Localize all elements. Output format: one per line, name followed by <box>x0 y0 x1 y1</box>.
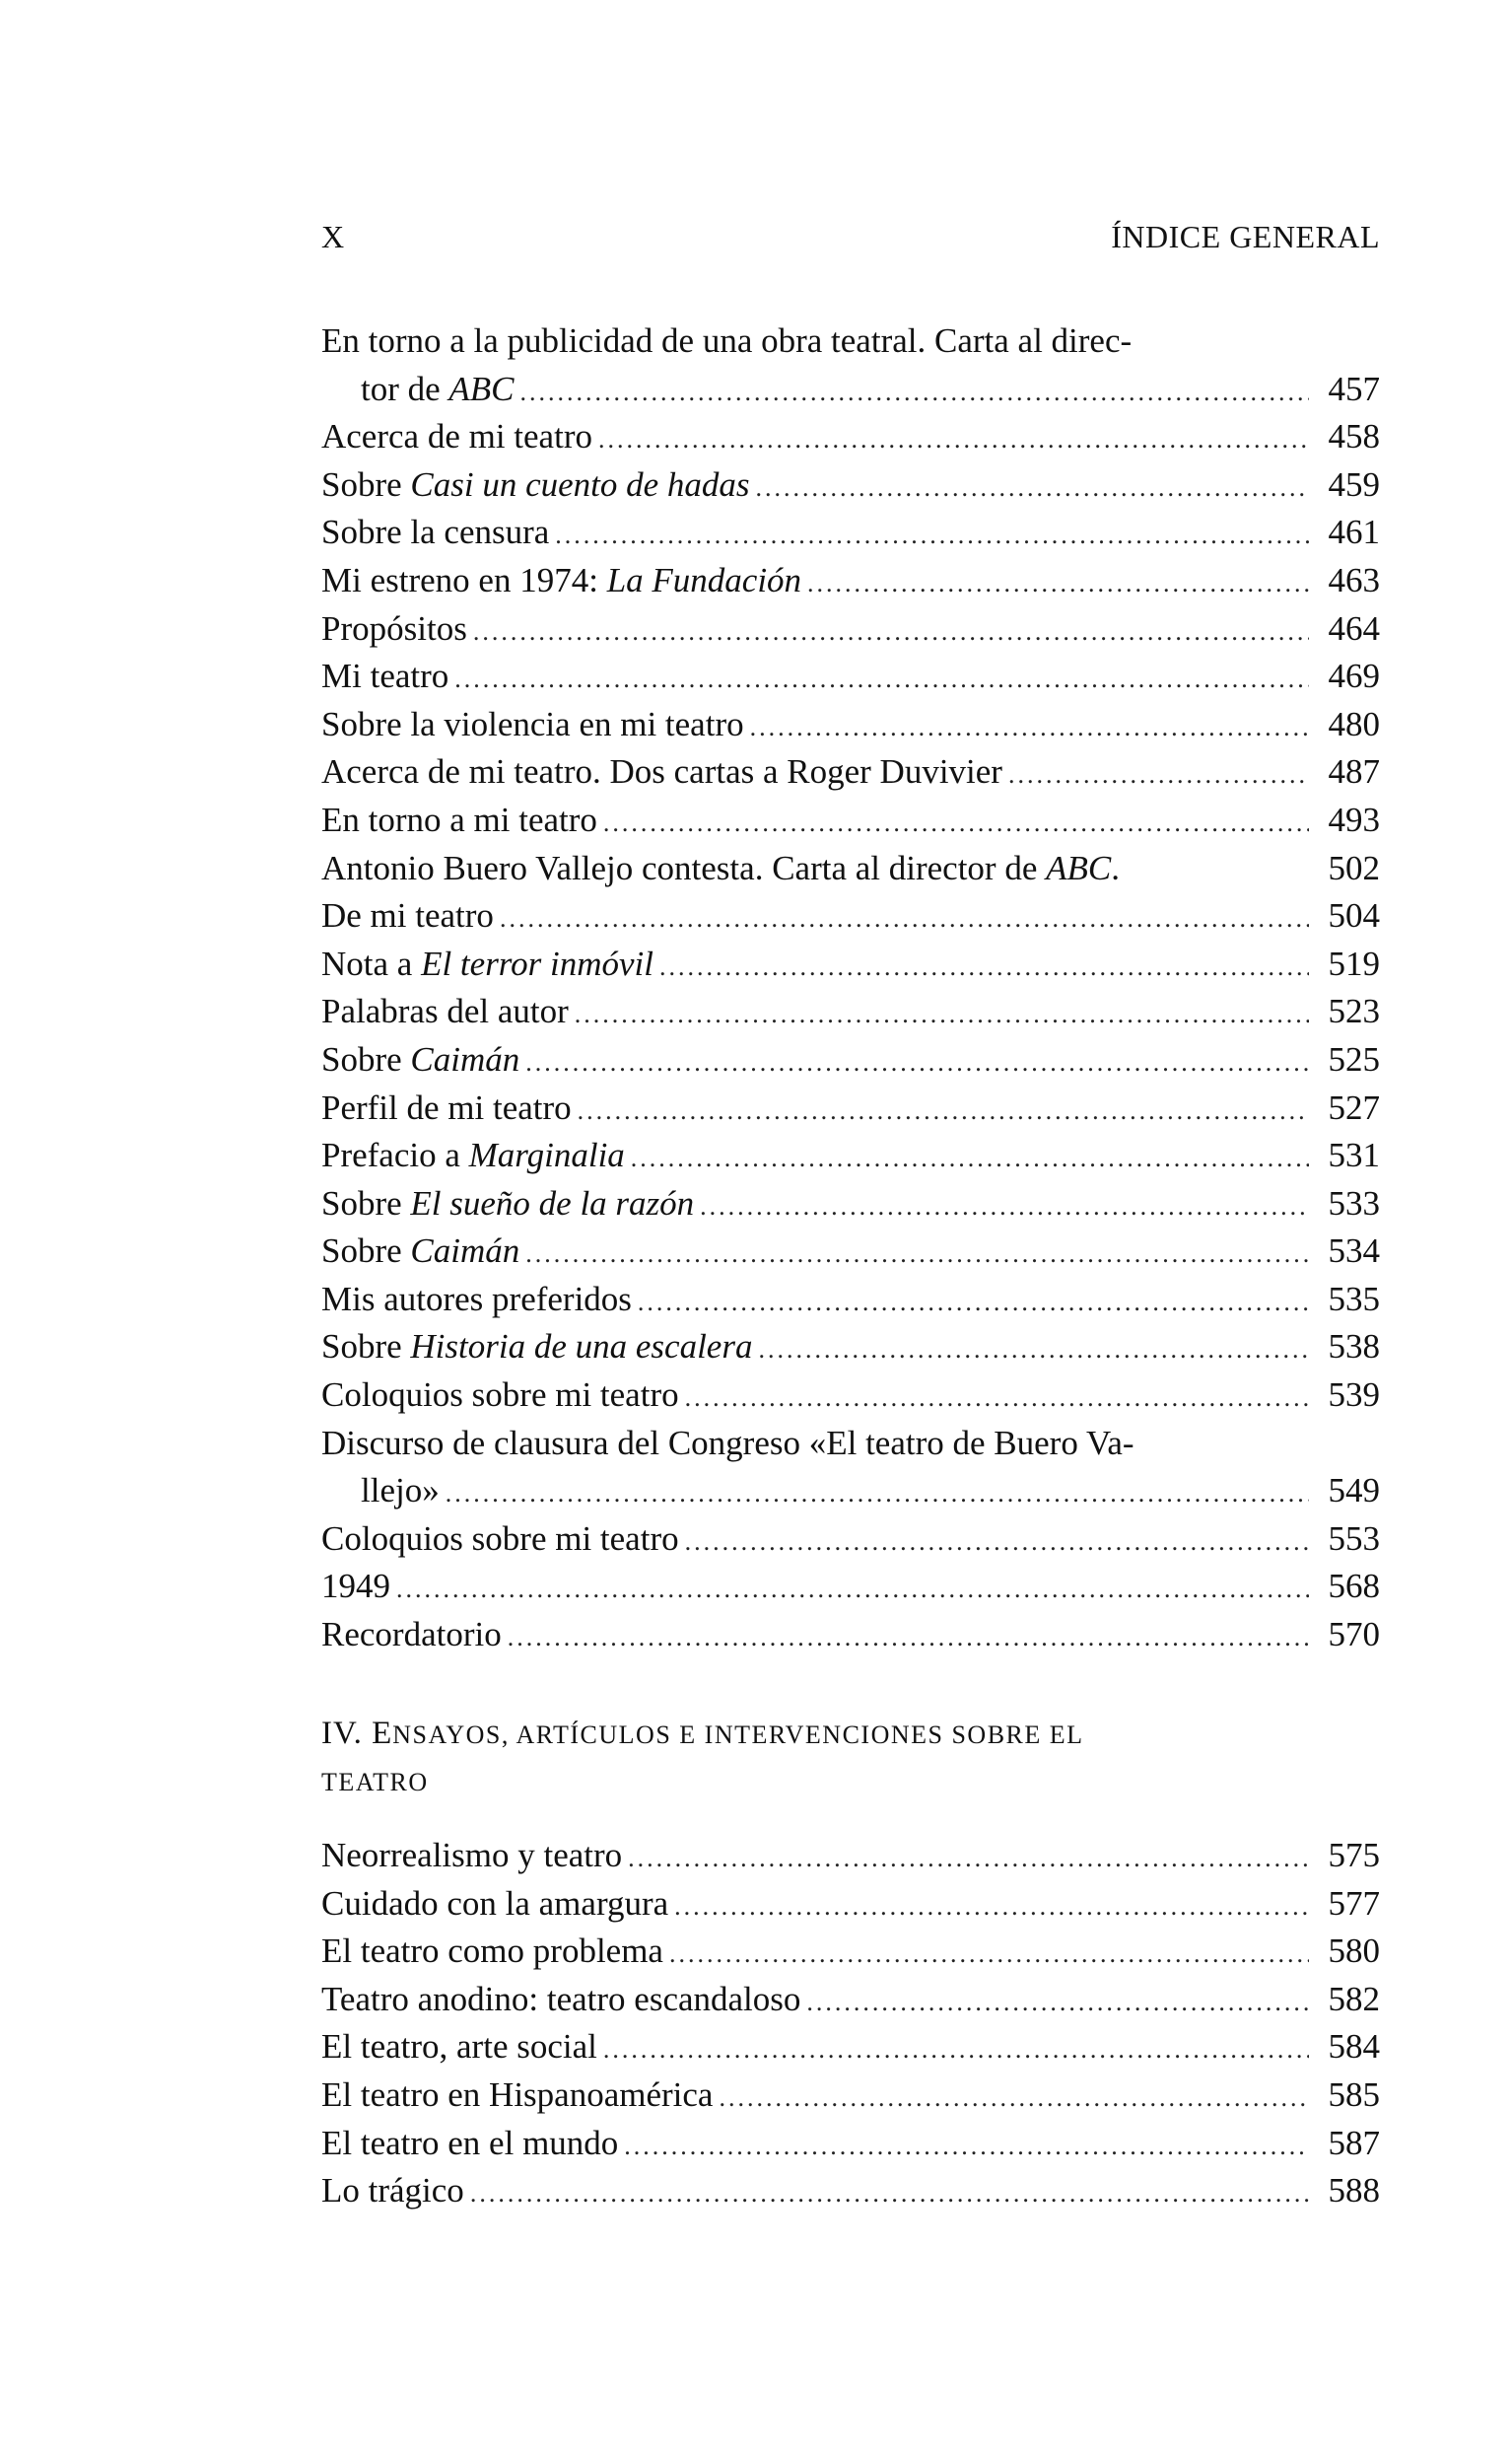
toc-entry-italic-title: La Fundación <box>606 560 802 599</box>
dot-leader <box>500 895 1309 944</box>
toc-page-number: 582 <box>1328 1979 1380 2018</box>
toc-entry-title: Sobre El sueño de la razón <box>321 1183 695 1223</box>
toc-entry-title: Sobre Caimán <box>321 1231 520 1271</box>
toc-entry <box>321 1228 1380 1276</box>
toc-entry-title: En torno a mi teatro <box>321 800 597 839</box>
dot-leader <box>628 1835 1309 1883</box>
dot-leader <box>674 1883 1309 1931</box>
dot-leader <box>454 656 1309 704</box>
toc-entry <box>321 2071 1380 2120</box>
toc-entry <box>321 892 1380 941</box>
toc-entry-italic-title: El sueño de la razón <box>410 1183 695 1223</box>
toc-entry <box>321 988 1380 1036</box>
toc-entry <box>321 605 1380 654</box>
toc-entry-title: Antonio Buero Vallejo contesta. Carta al director de ABC. <box>321 848 1120 887</box>
toc-entry-title: Propósitos <box>321 608 467 648</box>
toc-entry-title: Perfil de mi teatro <box>321 1088 572 1127</box>
toc-page-number: 584 <box>1328 2027 1380 2067</box>
toc-page-number: 458 <box>1328 417 1380 456</box>
toc-entry <box>321 1036 1380 1085</box>
dot-leader <box>578 1088 1309 1136</box>
dot-leader <box>631 1135 1309 1183</box>
toc-entry <box>321 1180 1380 1228</box>
dot-leader <box>756 464 1309 513</box>
toc-entry-title: Coloquios sobre mi teatro <box>321 1375 679 1415</box>
toc-entry <box>321 1515 1380 1564</box>
toc-page-number: 585 <box>1328 2074 1380 2114</box>
toc-page-number: 587 <box>1328 2123 1380 2162</box>
dot-leader <box>719 2074 1309 2123</box>
section-heading-line2: TEATRO <box>321 1768 429 1796</box>
toc-entry <box>321 1928 1380 1976</box>
toc-page-number: 539 <box>1328 1375 1380 1415</box>
dot-leader <box>750 704 1309 752</box>
toc-entry-italic-title: Caimán <box>410 1039 520 1079</box>
toc-entry <box>321 461 1380 510</box>
toc-entry <box>321 1276 1380 1324</box>
dot-leader <box>807 560 1309 608</box>
toc-entry-title: Prefacio a Marginalia <box>321 1136 625 1175</box>
toc-entry-title: Cuidado con la amargura <box>321 1883 669 1923</box>
toc-entry-title: El teatro como problema <box>321 1931 663 1971</box>
section-heading-line1: IV. ENSAYOS, ARTÍCULOS E INTERVENCIONES SOBRE EL <box>321 1716 1084 1751</box>
toc-page-number: 525 <box>1328 1039 1380 1079</box>
dot-leader <box>603 800 1309 848</box>
toc-page-number: 487 <box>1328 752 1380 792</box>
toc-page-number: 464 <box>1328 608 1380 648</box>
dot-leader <box>575 991 1309 1039</box>
toc-entry <box>321 413 1380 461</box>
toc-page-number: 580 <box>1328 1931 1380 1971</box>
toc-page-number: 575 <box>1328 1836 1380 1874</box>
toc-page-number: 533 <box>1328 1183 1380 1223</box>
toc-page-number: 531 <box>1328 1136 1380 1175</box>
toc-page-number: 568 <box>1328 1567 1380 1606</box>
toc-entry-title: llejo» <box>361 1471 440 1510</box>
toc-entry-title: Teatro anodino: teatro escandaloso <box>321 1979 801 2018</box>
toc-entry <box>321 1880 1380 1929</box>
dot-leader <box>638 1279 1309 1327</box>
dot-leader <box>598 416 1309 464</box>
toc-entry <box>321 701 1380 749</box>
toc-entry-title: El teatro en el mundo <box>321 2123 619 2162</box>
toc-entry <box>321 1976 1380 2024</box>
toc-page-number: 577 <box>1328 1883 1380 1923</box>
toc-entry <box>321 941 1380 989</box>
toc-entry <box>321 1132 1380 1180</box>
dot-leader <box>700 1183 1309 1231</box>
dot-leader <box>525 1230 1309 1279</box>
dot-leader <box>685 1518 1309 1567</box>
toc-entry-title: Lo trágico <box>321 2171 464 2211</box>
toc-entry <box>321 2120 1380 2168</box>
toc-entry-title: Recordatorio <box>321 1615 502 1654</box>
toc-page-number: 535 <box>1328 1279 1380 1318</box>
toc-page-number: 527 <box>1328 1088 1380 1127</box>
toc-entry-title: Coloquios sobre mi teatro <box>321 1518 679 1558</box>
toc-entry-title: Neorrealismo y teatro <box>321 1836 623 1874</box>
dot-leader <box>806 1979 1309 2027</box>
toc-page-number: 570 <box>1328 1615 1380 1654</box>
toc-page-number: 523 <box>1328 992 1380 1031</box>
toc-entry-title: Sobre Casi un cuento de hadas <box>321 464 750 504</box>
toc-page-number: 502 <box>1328 848 1380 887</box>
toc-entry-title: Mi estreno en 1974: La Fundación <box>321 560 802 599</box>
toc-entry-title-line: En torno a la publicidad de una obra teatral. Carta al direc- <box>321 321 1133 360</box>
dot-leader <box>758 1326 1309 1374</box>
toc-entry-italic-title: ABC <box>448 369 515 408</box>
toc-entry <box>321 1085 1380 1133</box>
toc-page-number: 519 <box>1328 944 1380 983</box>
dot-leader <box>555 512 1309 560</box>
toc-entry-title: Mis autores preferidos <box>321 1279 632 1318</box>
toc-page-number: 538 <box>1328 1327 1380 1367</box>
section-heading <box>321 1710 1287 1806</box>
toc-page-number: 493 <box>1328 800 1380 839</box>
toc-page-number: 461 <box>1328 513 1380 552</box>
toc-entry <box>321 797 1380 845</box>
toc-page-number: 549 <box>1328 1471 1380 1510</box>
toc-entry-italic-title: Caimán <box>410 1231 520 1271</box>
toc-page-number: 463 <box>1328 560 1380 599</box>
toc-entry <box>321 317 1380 413</box>
toc-entry-italic-title: Casi un cuento de hadas <box>410 464 750 504</box>
toc-entry-title: Palabras del autor <box>321 992 569 1031</box>
running-title: ÍNDICE GENERAL <box>1111 219 1380 254</box>
toc-entry-title: De mi teatro <box>321 896 494 936</box>
toc-entry <box>321 653 1380 701</box>
dot-leader <box>446 1470 1309 1518</box>
dot-leader <box>603 2026 1309 2074</box>
toc-entry-italic-title: Historia de una escalera <box>410 1327 753 1367</box>
toc-entry-title: tor de ABC <box>361 369 515 408</box>
dot-leader <box>473 608 1309 657</box>
toc-entry <box>321 1371 1380 1420</box>
toc-entry-title: Nota a El terror inmóvil <box>321 944 653 983</box>
toc-entry-title: El teatro, arte social <box>321 2027 597 2067</box>
toc-entry-title: El teatro en Hispanoamérica <box>321 2074 714 2114</box>
toc-page-number: 588 <box>1328 2171 1380 2211</box>
table-of-contents <box>321 317 1380 1659</box>
page-number-roman: X <box>321 219 345 254</box>
dot-leader <box>470 2170 1309 2218</box>
toc-page-number: 480 <box>1328 704 1380 743</box>
toc-entry-italic-title: Marginalia <box>468 1136 625 1175</box>
toc-page-number: 504 <box>1328 896 1380 936</box>
dot-leader <box>669 1930 1309 1979</box>
table-of-contents-section-iv <box>321 1832 1380 2215</box>
toc-entry-title: Acerca de mi teatro. Dos cartas a Roger Duvivier <box>321 752 1002 792</box>
dot-leader <box>685 1374 1309 1423</box>
toc-entry-title: Acerca de mi teatro <box>321 417 592 456</box>
toc-page-number: 534 <box>1328 1231 1380 1271</box>
toc-entry <box>321 1323 1380 1371</box>
toc-page-number: 553 <box>1328 1518 1380 1558</box>
toc-page-number: 457 <box>1328 369 1380 408</box>
toc-entry-title: Sobre la violencia en mi teatro <box>321 704 744 743</box>
toc-page-number: 469 <box>1328 657 1380 696</box>
toc-entry-italic-title: ABC <box>1046 848 1112 887</box>
toc-entry <box>321 845 1380 893</box>
dot-leader <box>1008 751 1309 800</box>
toc-entry-title: Sobre la censura <box>321 513 550 552</box>
toc-entry-italic-title: El terror inmóvil <box>421 944 653 983</box>
toc-entry-title: Sobre Historia de una escalera <box>321 1327 753 1367</box>
toc-entry <box>321 1420 1380 1515</box>
toc-entry <box>321 1832 1380 1880</box>
dot-leader <box>396 1566 1309 1614</box>
toc-entry-title: Mi teatro <box>321 657 449 696</box>
toc-entry-title-line: Discurso de clausura del Congreso «El teatro de Buero Va- <box>321 1423 1134 1462</box>
toc-page-number: 459 <box>1328 464 1380 504</box>
toc-entry <box>321 509 1380 557</box>
toc-entry <box>321 748 1380 797</box>
toc-entry <box>321 1563 1380 1611</box>
toc-entry <box>321 1611 1380 1659</box>
running-header <box>321 219 1380 258</box>
toc-entry-title: 1949 <box>321 1567 390 1606</box>
dot-leader <box>659 944 1309 992</box>
dot-leader <box>525 1039 1309 1088</box>
dot-leader <box>520 369 1309 417</box>
dot-leader <box>508 1614 1309 1662</box>
toc-entry <box>321 2023 1380 2071</box>
toc-entry <box>321 2167 1380 2215</box>
dot-leader <box>624 2123 1309 2171</box>
toc-entry <box>321 557 1380 605</box>
toc-entry-title: Sobre Caimán <box>321 1039 520 1079</box>
